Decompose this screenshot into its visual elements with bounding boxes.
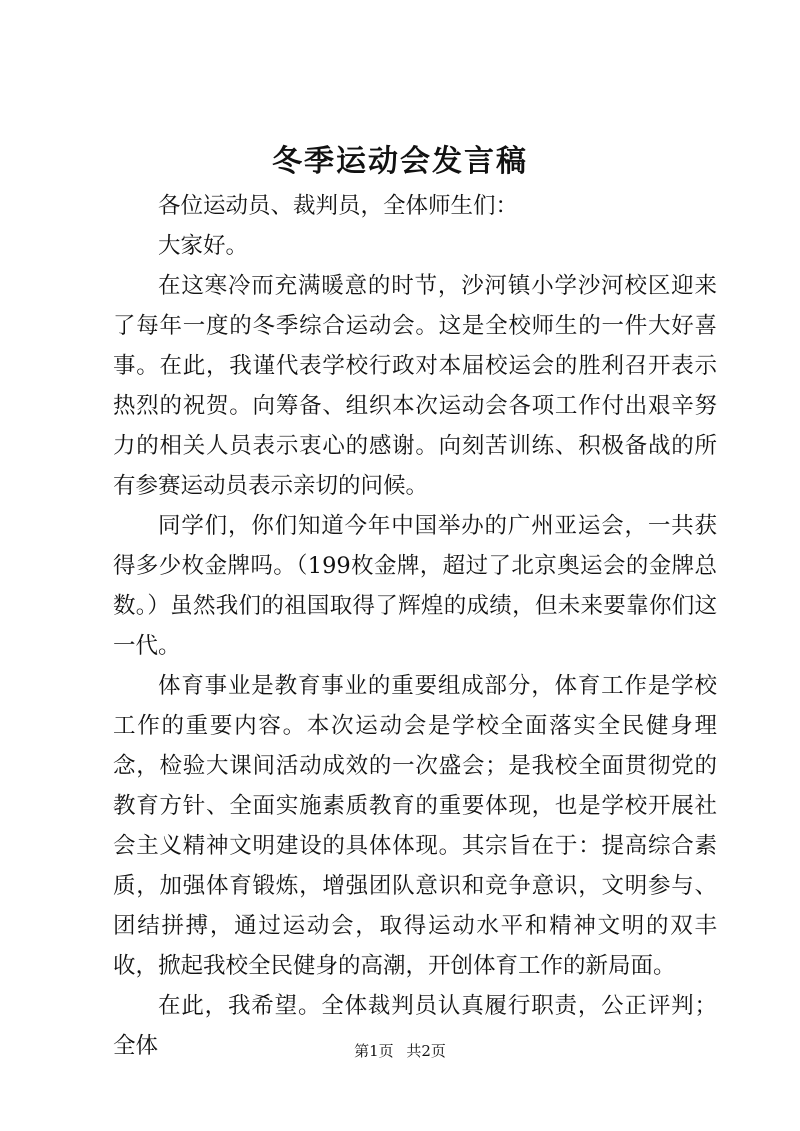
document-body	[113, 186, 717, 1066]
paragraph-greeting: 大家好。	[158, 233, 249, 259]
paragraph-opening: 在这寒冷而充满暖意的时节，沙河镇小学沙河校区迎来了每年一度的冬季综合运动会。这是全校师生的一件大好喜事。在此，我谨代表学校行政对本届校运会的胜利召开表示热烈的祝贺。向筹备、组织本次运动会各项工作付出艰辛努力的相关人员表示衷心的感谢。向刻苦训练、积极备战的所有参赛运动员表示亲切的问候。	[113, 273, 717, 499]
page-footer	[0, 1041, 800, 1061]
page-number: 第1页	[354, 1042, 394, 1060]
document-title: 冬季运动会发言稿	[272, 144, 528, 179]
paragraph-hopes: 在此，我希望。全体裁判员认真履行职责，公正评判；全体	[113, 993, 717, 1059]
paragraph-asian-games: 同学们，你们知道今年中国举办的广州亚运会，一共获得多少枚金牌吗。（199枚金牌，超过了北京奥运会的金牌总数。）虽然我们的祖国取得了辉煌的成绩，但未来要靠你们这一代。	[113, 513, 717, 659]
page-total: 共2页	[406, 1042, 446, 1060]
paragraph-salutation: 各位运动员、裁判员，全体师生们：	[158, 193, 519, 219]
paragraph-sports-education: 体育事业是教育事业的重要组成部分，体育工作是学校工作的重要内容。本次运动会是学校全面落实全民健身理念，检验大课间活动成效的一次盛会；是我校全面贯彻党的教育方针、全面实施素质教育的重要体现，也是学校开展社会主义精神文明建设的具体体现。其宗旨在于：提高综合素质，加强体育锻炼，增强团队意识和竞争意识，文明参与、团结拼搏，通过运动会，取得运动水平和精神文明的双丰收，掀起我校全民健身的高潮，开创体育工作的新局面。	[113, 673, 717, 979]
